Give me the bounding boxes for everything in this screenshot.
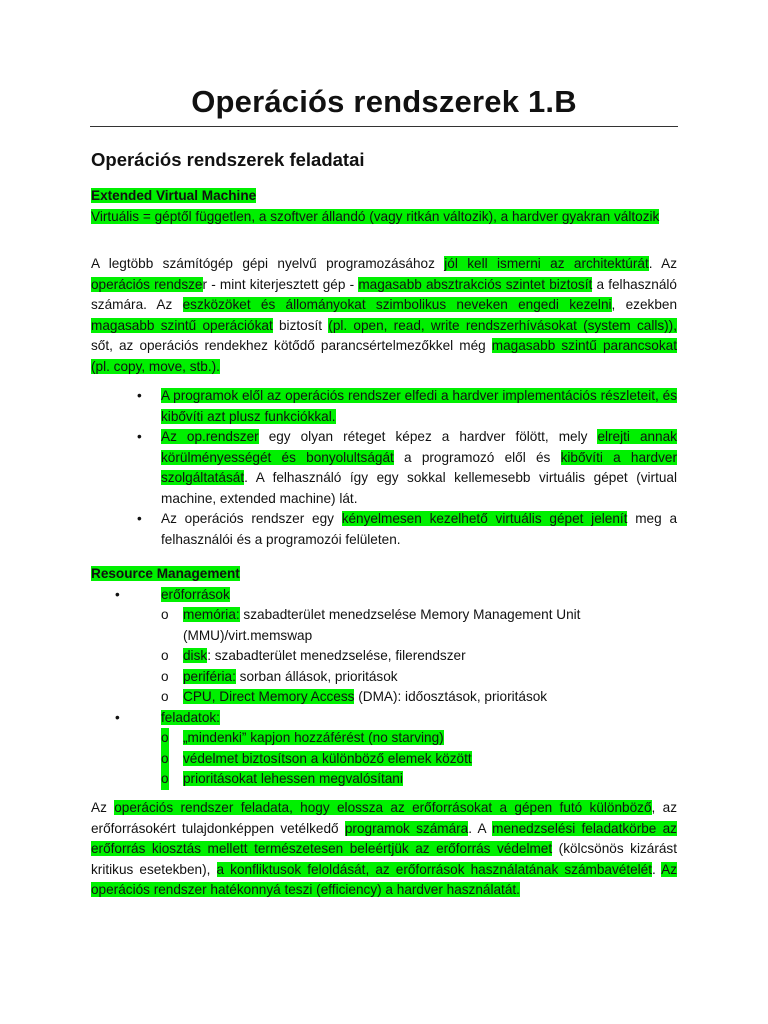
- list-item: • Az operációs rendszer egy kényelmesen kezelhető virtuális gépet jelenít meg a felhasználói és a programozói felületen.: [137, 511, 678, 547]
- list-item: • Az op.rendszer egy olyan réteget képez a hardver fölött, mely elrejti annak körülményességét és bonyolultságát a programozó elől és kibővíti a hardver szolgáltatását. A felhasználó így egy sokkal kellemesebb virtuális gépet (virtual machine, extended machine) lát.: [137, 429, 677, 506]
- resource-management: [91, 564, 677, 790]
- circle-bullet-icon: o: [161, 648, 169, 663]
- circle-bullet-icon: o: [161, 689, 169, 704]
- list-item: o CPU, Direct Memory Access (DMA): időosztások, prioritások: [91, 687, 677, 708]
- p1-text: sőt, az operációs rendekhez kötődő parancsértelmezőkkel még: [91, 338, 492, 353]
- paragraph-1: [91, 254, 677, 377]
- p1-text: . Az: [648, 256, 677, 271]
- p1-highlight: magasabb absztrakciós szintet biztosít: [358, 276, 593, 292]
- evm-block: [91, 186, 677, 227]
- list-item: o prioritásokat lehessen megvalósítani: [91, 769, 677, 790]
- list-item: o periféria: sorban állások, prioritások: [91, 667, 677, 688]
- list-item: o „mindenki” kapjon hozzáférést (no starving): [91, 728, 677, 749]
- p1-highlight: (pl. open, read, write rendszerhívásokat (system calls)),: [328, 317, 677, 333]
- paragraph-2: Az operációs rendszer feladata, hogy elossza az erőforrásokat a gépen futó különböző, az erőforrásokért tulajdonképpen vetélkedő programok számára. A menedzselési feladatkörbe az erőforrás kiosztás mellett természetesen beleértjük az erőforrás védelmet (kölcsönös kizárást kritikus esetekben), a konfliktusok feloldását, az erőforrások használatának számbavételét. Az operációs rendszer hatékonnyá teszi (efficiency) a hardver használatát.: [91, 800, 678, 897]
- p1-text: a felhasználó számára. Az: [91, 276, 677, 312]
- p1-highlight: magasabb szintű parancsokat (pl. copy, move, stb.).: [91, 338, 678, 374]
- bullet-icon: •: [137, 388, 142, 403]
- bullet-icon: •: [115, 709, 120, 725]
- p1-highlight: eszközöket és állományokat szimbolikus neveken engedi kezelni: [182, 297, 612, 312]
- circle-bullet-icon: o: [161, 728, 169, 749]
- bullet-icon: •: [137, 429, 142, 444]
- list-item: • feladatok:: [91, 708, 677, 729]
- page-title: Operációs rendszerek 1.B: [191, 84, 577, 119]
- circle-bullet-icon: o: [161, 749, 169, 770]
- p1-text: r - mint kiterjesztett gép -: [202, 276, 359, 292]
- title-rule: [90, 126, 678, 127]
- evm-line: Virtuális = géptől független, a szoftver állandó (vagy ritkán változik), a hardver gyakran változik: [91, 208, 660, 224]
- p1-text: biztosít: [272, 317, 329, 333]
- list-item: o disk: szabadterület menedzselése, filerendszer: [91, 646, 677, 667]
- p1-text: , ezekben: [611, 297, 678, 312]
- list-item: o védelmet biztosítson a különböző elemek között: [91, 749, 677, 770]
- p1-text: A legtöbb számítógép gépi nyelvű programozásához: [91, 256, 445, 271]
- list-item: • A programok elől az operációs rendszer elfedi a hardver implementációs részleteit, és kibővíti azt plusz funkciókkal.: [137, 388, 677, 424]
- evm-heading: Extended Virtual Machine: [91, 188, 257, 203]
- bullet-list-1: [91, 386, 677, 550]
- rm-heading: Resource Management: [91, 566, 240, 581]
- bullet-icon: •: [137, 511, 142, 526]
- p1-highlight: magasabb szintű operációkat: [91, 317, 273, 333]
- list-item: • erőforrások: [91, 585, 677, 606]
- circle-bullet-icon: o: [161, 668, 169, 684]
- section-heading: Operációs rendszerek feladatai: [91, 149, 365, 170]
- list-item: o memória: szabadterület menedzselése Memory Management Unit (MMU)/virt.memswap: [161, 607, 581, 643]
- circle-bullet-icon: o: [161, 769, 169, 790]
- circle-bullet-icon: o: [161, 607, 169, 622]
- p1-highlight: operációs rendsze: [91, 276, 203, 292]
- p1-highlight: jól kell ismerni az architektúrát: [444, 256, 649, 271]
- bullet-icon: •: [115, 586, 120, 602]
